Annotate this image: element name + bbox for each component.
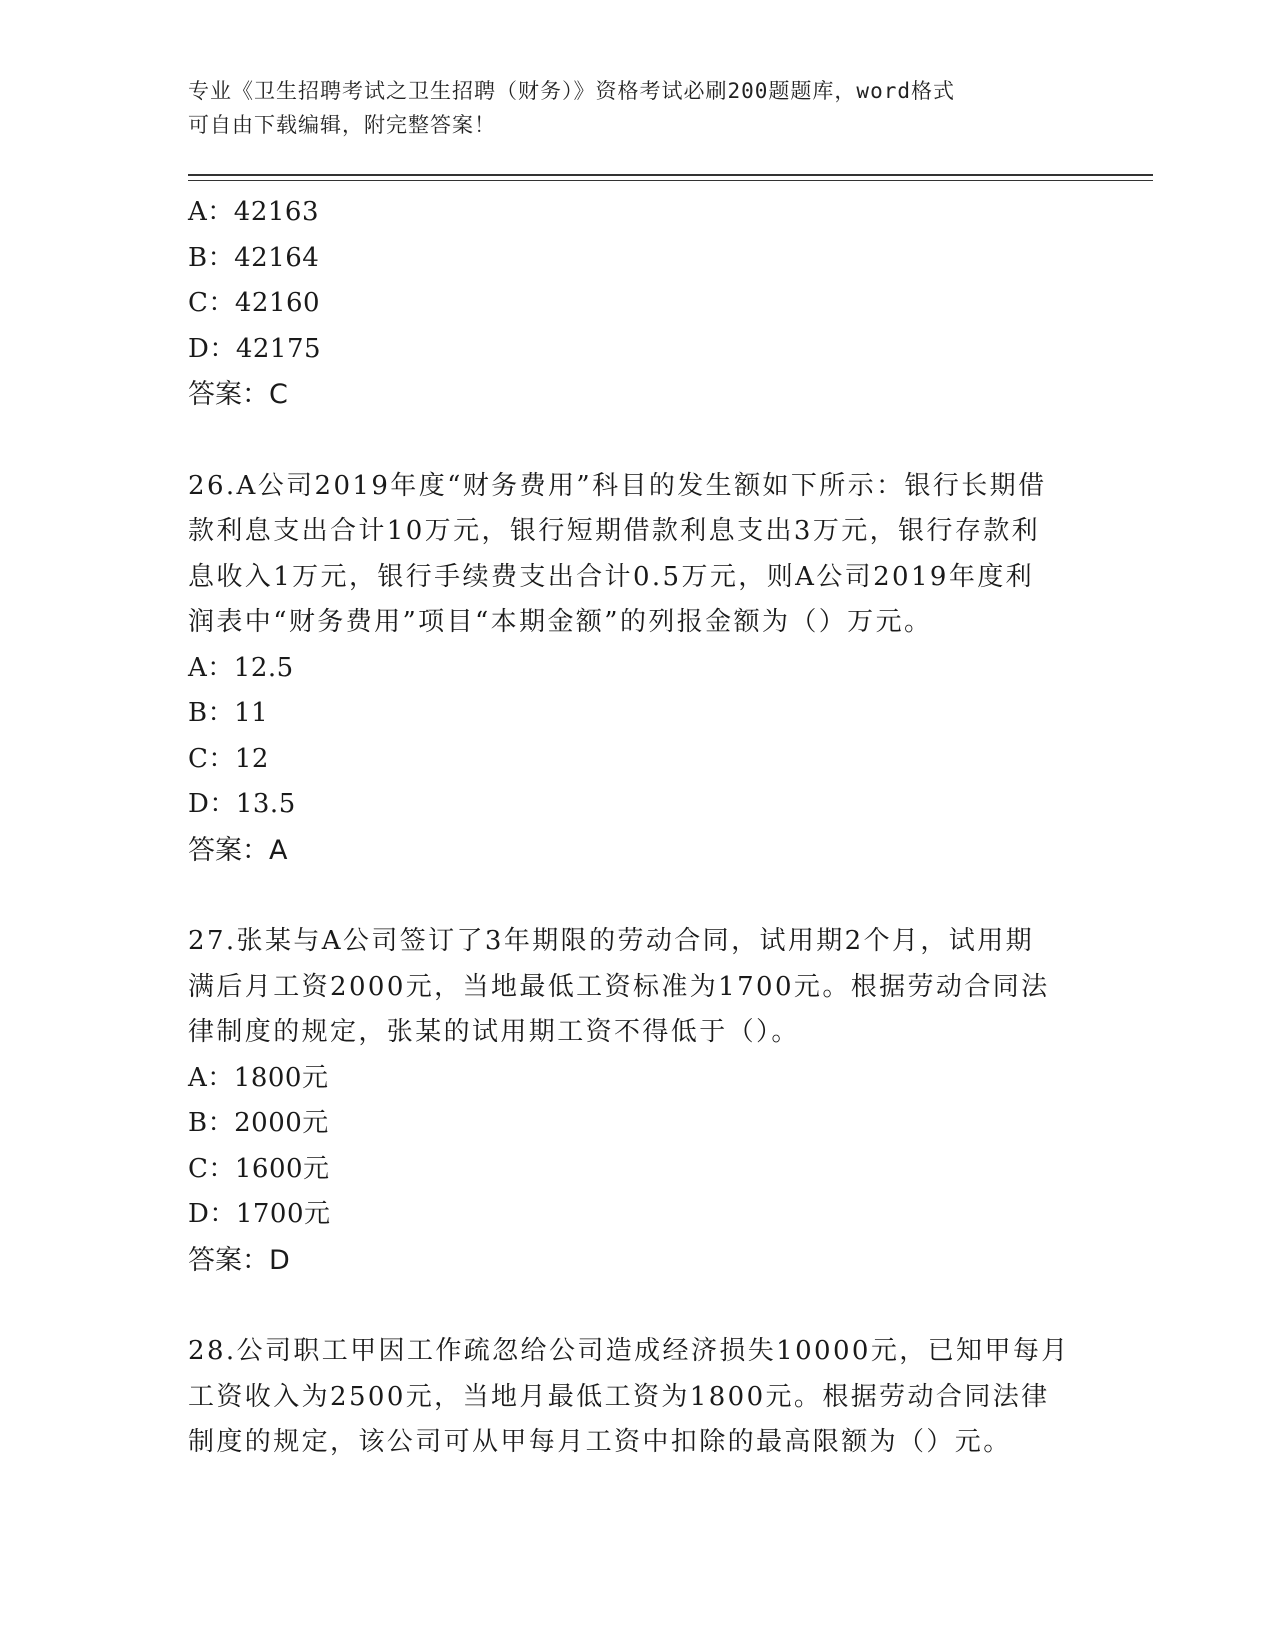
option-d: D：1700元 (188, 1199, 331, 1229)
option-b: B：2000元 (188, 1108, 329, 1138)
option-b: B：11 (188, 698, 269, 728)
question-line: 26.A公司2019年度“财务费用”科目的发生额如下所示：银行长期借 (188, 470, 1047, 501)
option-c: C：1600元 (188, 1153, 330, 1184)
header-line-1: 专业《卫生招聘考试之卫生招聘（财务）》资格考试必刷200题题库，word格式 (188, 79, 955, 103)
answer: 答案：A (188, 834, 288, 866)
question-line: 律制度的规定，张某的试用期工资不得低于（）。 (188, 1017, 800, 1047)
option-a: A：12.5 (188, 652, 294, 683)
question-27-block (188, 919, 1088, 1283)
header-rule-thin (188, 180, 1153, 181)
spacer (188, 418, 1088, 464)
question-line: 28.公司职工甲因工作疏忽给公司造成经济损失10000元，已知甲每月 (188, 1336, 1070, 1366)
question-line: 息收入1万元，银行手续费支出合计0.5万元，则A公司2019年度利 (188, 561, 1035, 592)
question-line: 润表中“财务费用”项目“本期金额”的列报金额为（）万元。 (188, 607, 933, 637)
option-d: D：42175 (188, 333, 322, 364)
document-header (188, 74, 1088, 142)
question-26-block (188, 464, 1088, 874)
question-line: 款利息支出合计10万元，银行短期借款利息支出3万元，银行存款利 (188, 516, 1041, 546)
spacer (188, 1283, 1088, 1329)
question-line: 工资收入为2500元，当地月最低工资为1800元。根据劳动合同法律 (188, 1381, 1050, 1412)
answer: 答案：C (188, 379, 288, 410)
question-text (188, 464, 1088, 646)
question-text (188, 1329, 1088, 1466)
option-d: D：13.5 (188, 789, 296, 819)
spacer (188, 873, 1088, 919)
question-line: 制度的规定，该公司可从甲每月工资中扣除的最高限额为（）元。 (188, 1427, 1012, 1457)
document-body (188, 190, 1088, 1466)
option-a: A：42163 (188, 197, 319, 227)
question-28-block (188, 1329, 1088, 1466)
header-line-2: 可自由下载编辑，附完整答案！ (188, 113, 496, 137)
header-rule-thick (188, 174, 1153, 176)
question-25-block (188, 190, 1088, 418)
option-c: C：42160 (188, 288, 321, 318)
option-b: B：42164 (188, 242, 320, 273)
question-line: 27.张某与A公司签订了3年期限的劳动合同，试用期2个月，试用期 (188, 926, 1035, 956)
option-c: C：12 (188, 743, 269, 774)
question-text (188, 919, 1088, 1056)
answer: 答案：D (188, 1244, 290, 1276)
question-line: 满后月工资2000元，当地最低工资标准为1700元。根据劳动合同法 (188, 971, 1050, 1002)
option-a: A：1800元 (188, 1062, 329, 1093)
